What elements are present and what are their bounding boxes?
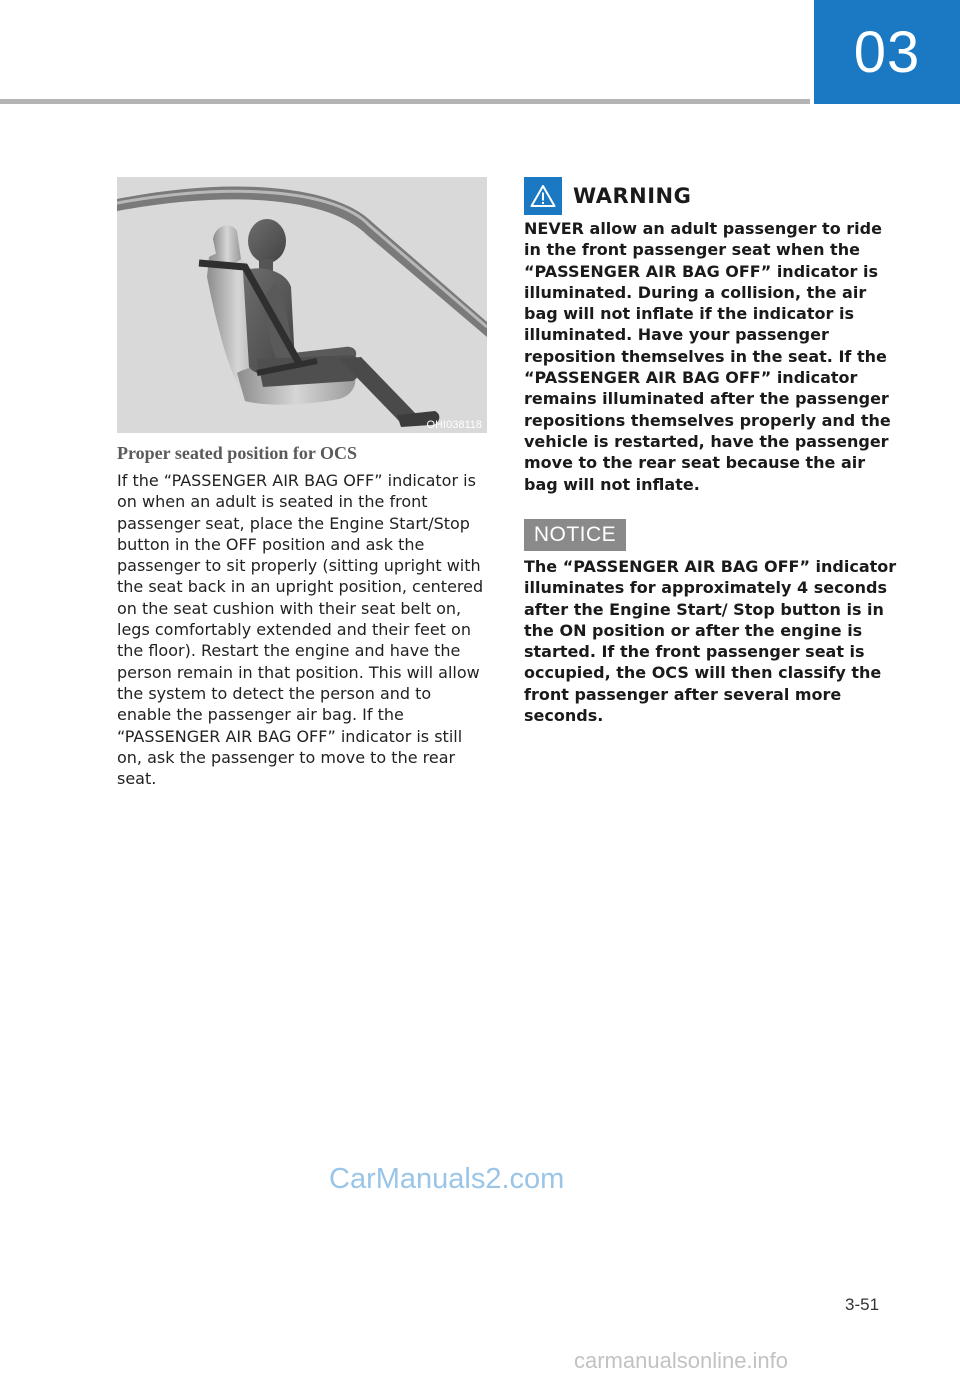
seated-position-illustration: [117, 177, 487, 433]
chapter-tab: [814, 0, 960, 104]
figure-caption: Proper seated position for OCS: [117, 443, 358, 463]
warning-triangle-icon: [524, 177, 562, 215]
chapter-number: 03: [853, 19, 921, 85]
notice-badge: NOTICE: [524, 519, 626, 551]
watermark: CarManuals2.com: [329, 1163, 565, 1195]
notice-text: The “PASSENGER AIR BAG OFF” indicator illuminates for approximately 4 seconds after the Engine Start/ Stop button is in the ON position or after the engine is started. If the front passenger seat is occupied, the OCS will then classify the front passenger after several more seconds.: [524, 557, 897, 726]
seated-dummy-image: [117, 177, 487, 433]
figure-code: OHI038118: [426, 419, 482, 431]
warning-header: [524, 177, 691, 215]
warning-title: WARNING: [573, 184, 692, 208]
body-paragraph: If the “PASSENGER AIR BAG OFF” indicator is on when an adult is seated in the front passenger seat, place the Engine Start/Stop button in the OFF position and ask the passenger to sit properly (sitting upright with the seat back in an upright position, centered on the seat cushion with their seat belt on, legs comfortably extended and their feet on the floor). Restart the engine and have the person remain in that position. This will allow the system to detect the person and to enable the passenger air bag. If the “PASSENGER AIR BAG OFF” indicator is still on, ask the passenger to move to the rear seat.: [117, 471, 484, 789]
page-number: 3-51: [845, 1295, 880, 1314]
footer-watermark: carmanualsonline.info: [574, 1348, 789, 1373]
warning-text: NEVER allow an adult passenger to ride in the front passenger seat when the “PASSENGER AIR BAG OFF” indicator is illuminated. During a collision, the air bag will not inflate if the indicator is illuminated. Have your passenger reposition themselves in the seat. If the “PASSENGER AIR BAG OFF” indicator remains illuminated after the passenger repositions themselves properly and the vehicle is restarted, have the passenger move to the rear seat because the air bag will not inflate.: [524, 219, 891, 494]
header-rule: [0, 99, 810, 104]
